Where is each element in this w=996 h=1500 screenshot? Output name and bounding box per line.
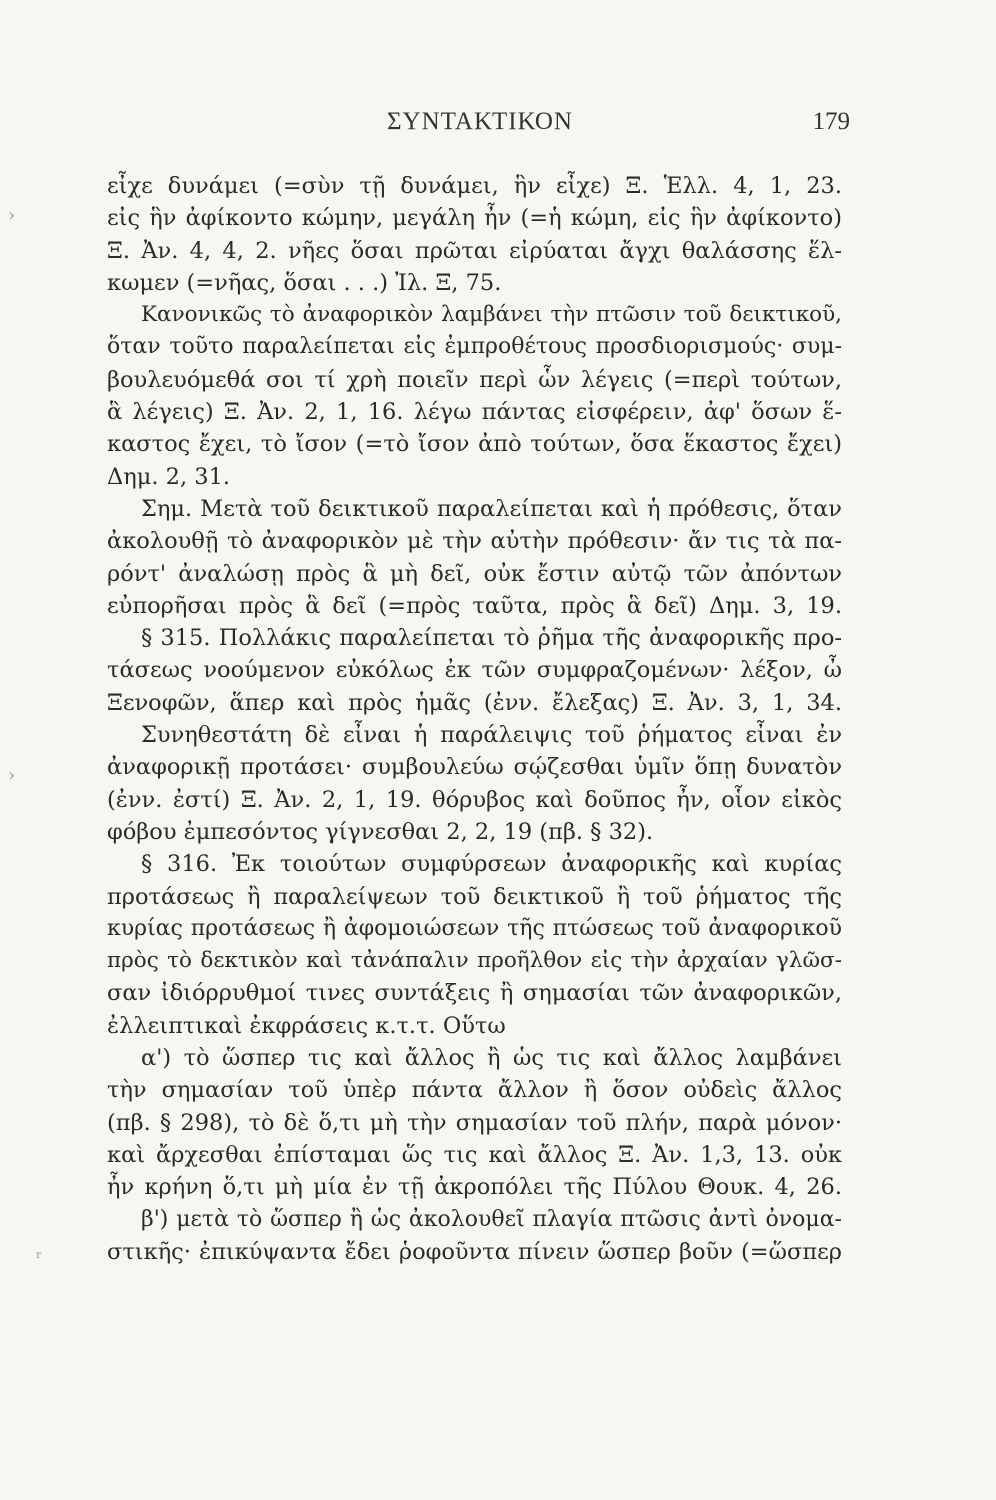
margin-mark: ›	[8, 765, 16, 786]
running-title: ΣΥΝΤΑΚΤΙΚΟΝ	[387, 108, 573, 135]
text-line: φόβου ἐμπεσόντος γίγνεσθαι 2, 2, 19 (πβ. § 32).	[107, 818, 654, 845]
text-line: Ξενοφῶν, ἅπερ καὶ πρὸς ἡμᾶς (ἐνν. ἔλεξας) Ξ. Ἀν. 3, 1, 34.	[107, 689, 842, 716]
text-line: ἦν κρήνη ὅ,τι μὴ μία ἐν τῇ ἀκροπόλει τῆς Πύλου Θουκ. 4, 26.	[107, 1174, 842, 1201]
text-line: ἃ λέγεις) Ξ. Ἀν. 2, 1, 16. λέγω πάντας εἰσφέρειν, ἀφ' ὅσων ἕ-	[107, 399, 842, 426]
text-line: Σημ. Μετὰ τοῦ δεικτικοῦ παραλείπεται καὶ ἡ πρόθεσις, ὅταν	[141, 495, 842, 522]
text-line: καστος ἔχει, τὸ ἴσον (=τὸ ἴσον ἀπὸ τούτων, ὅσα ἕκαστος ἔχει)	[107, 431, 842, 458]
text-line: Δημ. 2, 31.	[107, 463, 231, 490]
text-line: (πβ. § 298), τὸ δὲ ὅ,τι μὴ τὴν σημασίαν τοῦ πλήν, παρὰ μόνον·	[107, 1109, 842, 1136]
text-line: προτάσεως ἢ παραλείψεων τοῦ δεικτικοῦ ἢ τοῦ ῥήματος τῆς	[107, 883, 842, 910]
text-line: τὴν σημασίαν τοῦ ὑπὲρ πάντα ἄλλον ἢ ὅσον οὐδεὶς ἄλλος	[107, 1077, 842, 1104]
text-line: κυρίας προτάσεως ἢ ἀφομοιώσεων τῆς πτώσεως τοῦ ἀναφορικοῦ	[107, 915, 842, 941]
text-line: καὶ ἄρχεσθαι ἐπίσταμαι ὥς τις καὶ ἄλλος Ξ. Ἀν. 1,3, 13. οὐκ	[107, 1141, 842, 1168]
margin-mark: ʳ	[36, 1248, 43, 1269]
text-line: Συνηθεστάτη δὲ εἶναι ἡ παράλειψις τοῦ ῥήματος εἶναι ἐν	[141, 722, 842, 749]
text-line: πρὸς τὸ δεκτικὸν καὶ τἀνάπαλιν προῆλθον εἰς τὴν ἀρχαίαν γλῶσ-	[107, 948, 842, 974]
text-line: εὐπορῆσαι πρὸς ἃ δεῖ (=πρὸς ταῦτα, πρὸς ἃ δεῖ) Δημ. 3, 19.	[107, 592, 842, 619]
text-line: Κανονικῶς τὸ ἀναφορικὸν λαμβάνει τὴν πτῶσιν τοῦ δεικτικοῦ,	[141, 302, 842, 328]
text-line: τάσεως νοούμενον εὐκόλως ἐκ τῶν συμφραζομένων· λέξον, ὦ	[107, 657, 842, 684]
text-line: ὅταν τοῦτο παραλείπεται εἰς ἐμπροθέτους προσδιορισμούς· συμ-	[107, 334, 842, 360]
section-316-line: § 316. Ἐκ τοιούτων συμφύρσεων ἀναφορικῆς καὶ κυρίας	[141, 851, 842, 878]
body-text	[107, 170, 842, 1268]
text-line: α') τὸ ὥσπερ τις καὶ ἄλλος ἢ ὡς τις καὶ ἄλλος λαμβάνει	[141, 1045, 842, 1072]
text-line: (ἐνν. ἐστί) Ξ. Ἀν. 2, 1, 19. θόρυβος καὶ δοῦπος ἦν, οἷον εἰκὸς	[107, 786, 842, 813]
text-line: βουλευόμεθά σοι τί χρὴ ποιεῖν περὶ ὧν λέγεις (=περὶ τούτων,	[107, 366, 842, 393]
section-315-line: § 315. Πολλάκις παραλείπεται τὸ ῥῆμα τῆς ἀναφορικῆς προ-	[141, 625, 842, 652]
text-line: εἶχε δυνάμει (=σὺν τῇ δυνάμει, ἣν εἶχε) Ξ. Ἑλλ. 4, 1, 23.	[107, 173, 842, 199]
text-line: ἀκολουθῇ τὸ ἀναφορικὸν μὲ τὴν αὐτὴν πρόθεσιν· ἄν τις τὰ πα-	[107, 528, 842, 555]
page-number: 179	[812, 108, 850, 135]
text-line: κωμεν (=νῆας, ὅσαι . . .) Ἰλ. Ξ, 75.	[107, 269, 502, 296]
text-line: β') μετὰ τὸ ὥσπερ ἢ ὡς ἀκολουθεῖ πλαγία πτῶσις ἀντὶ ὀνομα-	[141, 1206, 842, 1232]
text-line: σαν ἰδιόρρυθμοί τινες συντάξεις ἢ σημασίαι τῶν ἀναφορικῶν,	[107, 980, 842, 1007]
text-line: ἐλλειπτικαὶ ἐκφράσεις κ.τ.τ. Οὕτω	[107, 1012, 506, 1039]
text-line: στικῆς· ἐπικύψαντα ἔδει ῥοφοῦντα πίνειν ὥσπερ βοῦν (=ὥσπερ	[107, 1238, 842, 1265]
margin-mark: ›	[8, 205, 16, 226]
page-header	[110, 108, 850, 148]
text-line: ἀναφορικῇ προτάσει· συμβουλεύω σῴζεσθαι ὑμῖν ὅπῃ δυνατὸν	[107, 754, 842, 781]
text-line: ρόντ' ἀναλώσῃ πρὸς ἃ μὴ δεῖ, οὐκ ἔστιν αὐτῷ τῶν ἀπόντων	[107, 560, 842, 587]
text-line: εἰς ἣν ἀφίκοντο κώμην, μεγάλη ἦν (=ἡ κώμη, εἰς ἣν ἀφίκοντο)	[107, 205, 842, 232]
text-line: Ξ. Ἀν. 4, 4, 2. νῆες ὅσαι πρῶται εἰρύαται ἄγχι θαλάσσης ἕλ-	[107, 237, 842, 264]
